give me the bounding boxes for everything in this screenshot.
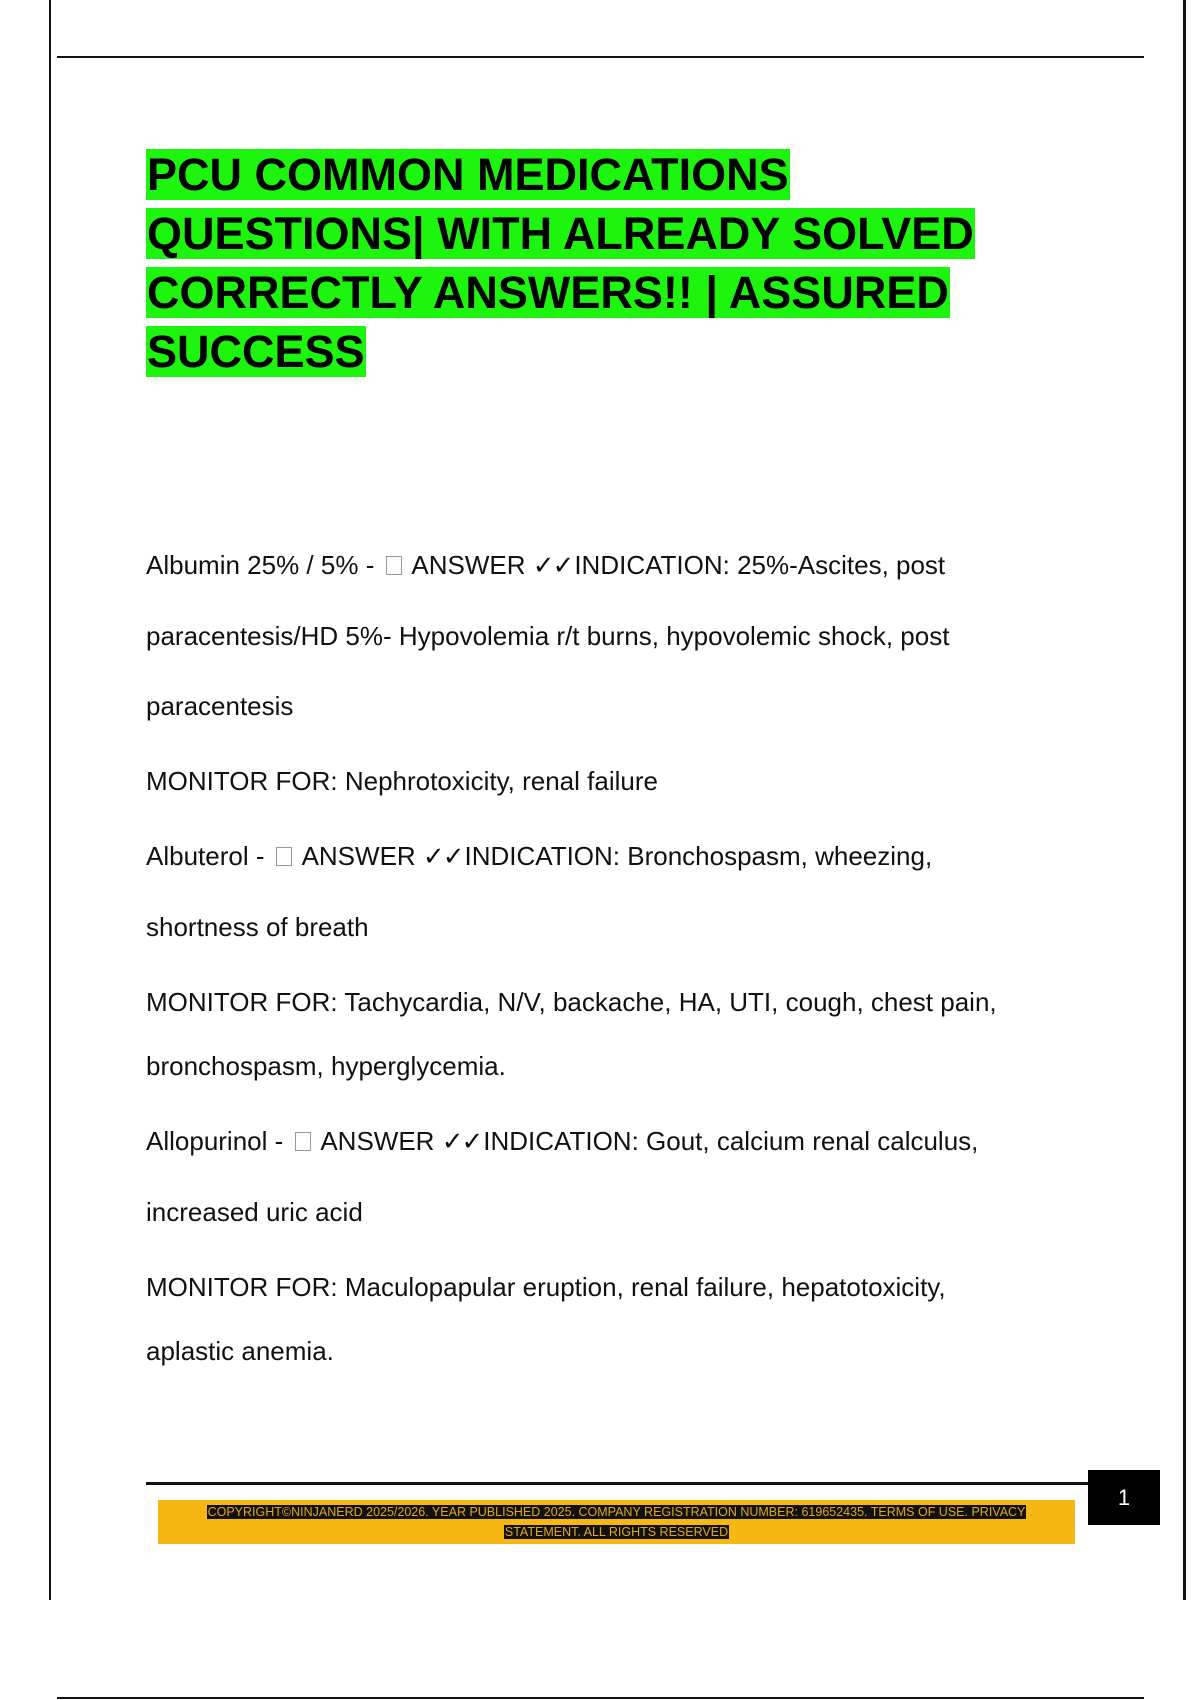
double-check-icon: ✓✓ <box>441 1127 482 1157</box>
monitor-paragraph <box>146 749 1086 813</box>
separator: - <box>255 841 265 871</box>
checkbox-placeholder-icon <box>276 847 292 866</box>
footer-rule <box>146 1482 1089 1485</box>
checkbox-placeholder-icon <box>386 556 402 575</box>
separator: - <box>365 550 375 580</box>
copyright-line-1: COPYRIGHT©NINJANERD 2025/2026. YEAR PUBLISHED 2025. COMPANY REGISTRATION NUMBER: 619652435. TERMS OF USE. PRIVACY <box>207 1505 1026 1519</box>
separator: - <box>274 1126 284 1156</box>
answer-label: ANSWER <box>320 1126 435 1156</box>
header-rule <box>57 56 1144 58</box>
page-number <box>1088 1470 1160 1525</box>
title-line-2: QUESTIONS| WITH ALREADY SOLVED <box>147 208 974 259</box>
checkbox-placeholder-icon <box>295 1132 311 1151</box>
answer-label: ANSWER <box>301 841 416 871</box>
monitor-text: bronchospasm, hyperglycemia. <box>146 1051 506 1081</box>
page-border-left <box>49 0 51 1600</box>
title-line-3: CORRECTLY ANSWERS!! | ASSURED <box>147 267 949 318</box>
title-line-4: SUCCESS <box>147 326 365 377</box>
indication-paragraph <box>146 1106 1086 1247</box>
copyright-line-2: STATEMENT. ALL RIGHTS RESERVED <box>504 1525 729 1539</box>
document-body <box>146 530 1086 1391</box>
monitor-paragraph <box>146 970 1086 1098</box>
indication-text: INDICATION: Gout, calcium renal calculus, <box>483 1126 979 1156</box>
double-check-icon: ✓✓ <box>532 551 573 581</box>
page-number-text: 1 <box>1117 1484 1131 1510</box>
monitor-text: aplastic anemia. <box>146 1336 334 1366</box>
indication-text: paracentesis <box>146 691 294 721</box>
monitor-paragraph <box>146 1255 1086 1383</box>
double-check-icon: ✓✓ <box>422 842 463 872</box>
indication-text: shortness of breath <box>146 912 369 942</box>
copyright-band <box>158 1500 1075 1544</box>
answer-label: ANSWER <box>411 550 526 580</box>
copyright-notice <box>172 1502 1062 1542</box>
drug-name: Allopurinol <box>146 1126 268 1156</box>
indication-text: paracentesis/HD 5%- Hypovolemia r/t burns, hypovolemic shock, post <box>146 621 950 651</box>
indication-text: INDICATION: 25%-Ascites, post <box>574 550 946 580</box>
medication-entry-allopurinol <box>146 1106 1086 1383</box>
title-line-1: PCU COMMON MEDICATIONS <box>147 149 789 200</box>
medication-entry-albumin <box>146 530 1086 813</box>
medication-entry-albuterol <box>146 821 1086 1098</box>
next-page-rule <box>57 1697 1144 1699</box>
indication-text: increased uric acid <box>146 1197 363 1227</box>
document-title <box>146 145 1076 381</box>
drug-name: Albumin 25% / 5% <box>146 550 359 580</box>
indication-paragraph <box>146 530 1086 741</box>
drug-name: Albuterol <box>146 841 249 871</box>
monitor-text: MONITOR FOR: Tachycardia, N/V, backache, HA, UTI, cough, chest pain, <box>146 987 997 1017</box>
monitor-text: MONITOR FOR: Nephrotoxicity, renal failure <box>146 766 658 796</box>
page-border-right <box>1183 0 1186 1600</box>
monitor-text: MONITOR FOR: Maculopapular eruption, renal failure, hepatotoxicity, <box>146 1272 946 1302</box>
indication-text: INDICATION: Bronchospasm, wheezing, <box>464 841 933 871</box>
indication-paragraph <box>146 821 1086 962</box>
